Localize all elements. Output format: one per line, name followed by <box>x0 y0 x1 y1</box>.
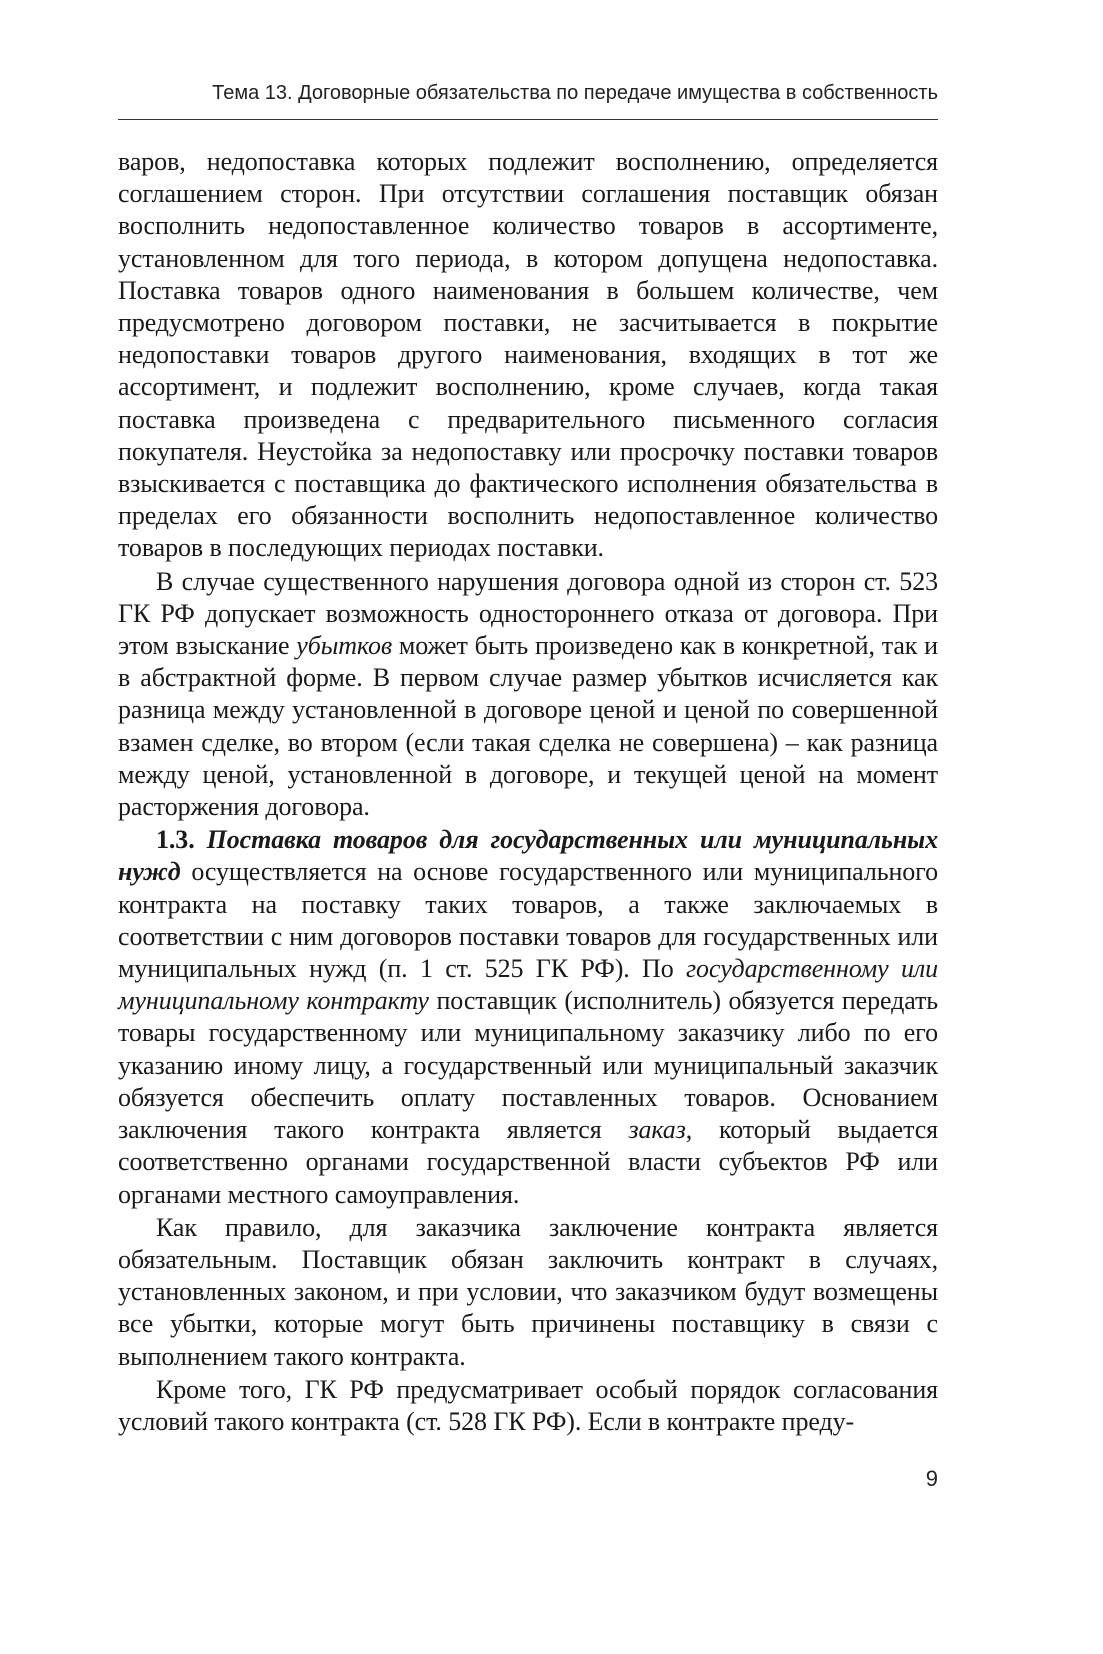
paragraph-2 <box>118 566 938 824</box>
running-header: Тема 13. Договорные обязательства по передаче имущества в собственность <box>212 82 938 104</box>
page-number: 9 <box>925 1466 938 1491</box>
paragraph-3 <box>118 824 938 1210</box>
paragraph-1-text: варов, недопоставка которых подлежит восполнению, определяется соглашением сторон. При отсутствии соглашения поставщик обязан восполнить недопоставленное количество товаров в ассортименте, установленном для того периода, в котором допущена недопоставка. Поставка товаров одного наименования в большем количестве, чем предусмотрено договором поставки, не засчитывается в покрытие недопоставки товаров другого наименования, входящих в тот же ассортимент, и подлежит восполнению, кроме случаев, когда такая поставка произведена с предварительного письменного согласия покупателя. Неустойка за недопоставку или просрочку поставки товаров взыскивается с поставщика до фактического исполнения обязательства в пределах его обязанности восполнить недопоставленное количество товаров в последующих периодах поставки. <box>118 147 938 563</box>
paragraph-2-text-b: может быть произведено как в конкретной, так и в абстрактной форме. В первом случае размер убытков исчисляется как разница между установленной в договоре ценой и ценой по совершенной взамен сделке, во втором (если такая сделка не совершена) – как разница между ценой, установленной в договоре, и текущей ценой на момент расторжения договора. <box>118 631 938 822</box>
paragraph-3-text-a: осуществляется на основе государственного или муниципального контракта на поставку таких товаров, а также заключаемых в соответствии с ним договоров поставки товаров для государственных или муниципальных нужд (п. 1 ст. 525 ГК РФ). По <box>118 857 938 984</box>
paragraph-4 <box>118 1212 938 1373</box>
header-rule <box>118 119 938 120</box>
paragraph-1 <box>118 146 938 565</box>
section-number: 1.3. <box>156 825 195 855</box>
paragraph-5-text: Кроме того, ГК РФ предусматривает особый порядок согласования условий такого контракта (ст. 528 ГК РФ). Если в контракте преду- <box>118 1374 938 1436</box>
paragraph-3-text-c: , который выдается соответственно органами государственной власти субъектов РФ или органами местного самоуправления. <box>118 1115 938 1209</box>
paragraph-5 <box>118 1374 938 1438</box>
paragraph-4-text: Как правило, для заказчика заключение контракта является обязательным. Поставщик обязан заключить контракт в случаях, установленных законом, и при условии, что заказчиком будут возмещены все убытки, которые могут быть причинены поставщику в связи с выполнением такого контракта. <box>118 1212 938 1371</box>
body-text <box>118 146 938 1438</box>
term-order: заказ <box>628 1115 686 1145</box>
term-contract: государственному или муниципальному контракту <box>118 954 938 1016</box>
paragraph-3-text-b: поставщик (исполнитель) обязуется передать товары государственному или муниципальному заказчику либо по его указанию иному лицу, а государственный или муниципальный заказчик обязуется обеспечить оплату поставленных товаров. Основанием заключения такого контракта является <box>118 986 938 1145</box>
section-heading: Поставка товаров для государственных или муниципальных нужд <box>118 825 938 887</box>
term-losses: убытков <box>296 631 393 661</box>
paragraph-2-text-a: В случае существенного нарушения договора одной из сторон ст. 523 ГК РФ допускает возможность одностороннего отказа от договора. При этом взыскание <box>118 566 938 661</box>
